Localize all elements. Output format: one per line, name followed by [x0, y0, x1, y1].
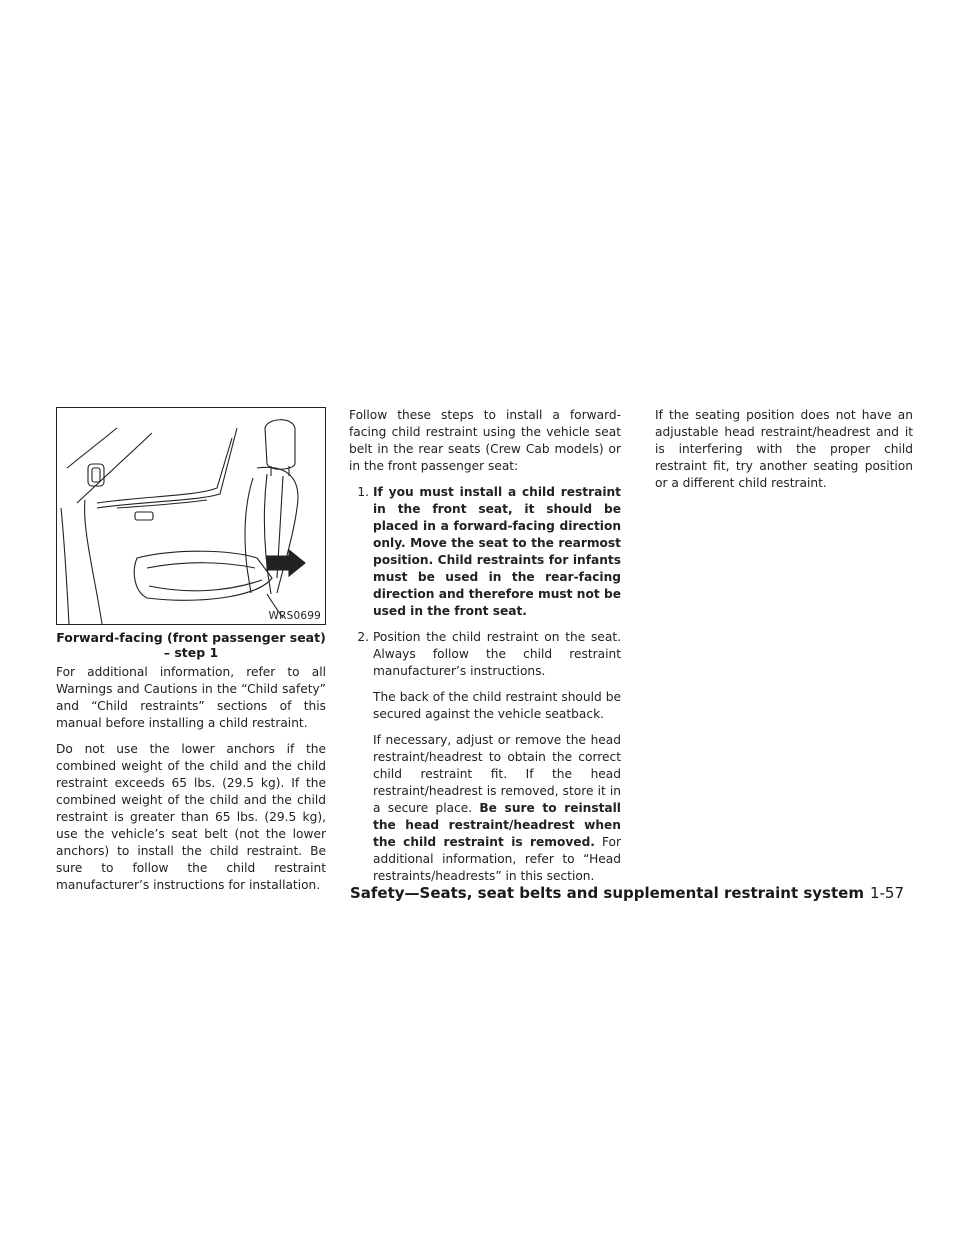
step-1 [349, 484, 621, 620]
warning-text: Be sure to reinstall the head restraint/headrest when the child restraint is removed. [373, 801, 621, 849]
step-number: 1. [357, 485, 369, 499]
paragraph: If the seating position does not have an adjustable head restraint/headrest and it is interfering with the proper child restraint fit, try another seating position or a different child restraint. [655, 408, 913, 490]
column-middle [349, 407, 621, 894]
seat-illustration [57, 408, 325, 624]
arrow-right-icon [267, 550, 305, 576]
paragraph [373, 732, 621, 885]
paragraph: The back of the child restraint should be secured against the vehicle seatback. [373, 690, 621, 721]
column-left [56, 664, 326, 903]
page-number: 1-57 [869, 884, 904, 902]
intro-paragraph: Follow these steps to install a forward-facing child restraint using the vehicle seat belt in the rear seats (Crew Cab models) or in the front passenger seat: [349, 408, 621, 473]
paragraph: For additional information, refer to all Warnings and Cautions in the “Child safety” and “Child restraints” sections of this manual before installing a child restraint. [56, 665, 326, 730]
figure-code: WRS0699 [268, 610, 321, 622]
column-right [643, 407, 913, 501]
step-text: If you must install a child restraint in the front seat, it should be placed in a forward-facing direction only. Move the seat to the rearmost position. Child restraints for infants must be used in the rear-facing direction and therefore must not be used in the front seat. [373, 485, 621, 618]
page-footer [350, 884, 904, 902]
text-run: If necessary, adjust or remove the head restraint/headrest to obtain the correct child restraint fit. If the head restraint/headrest is removed, store it in a secure place. [373, 733, 621, 815]
text-run: For additional information, refer to “Head restraints/headrests” in this section. [373, 835, 622, 883]
paragraph: Do not use the lower anchors if the combined weight of the child and the child restraint exceeds 65 lbs. (29.5 kg). If the combined weight of the child and the child restraint is greater than 65 lbs. (29.5 kg), use the vehicle’s seat belt (not the lower anchors) to install the child restraint. Be sure to follow the child restraint manufacturer’s instructions for installation. [56, 742, 326, 892]
step-number: 2. [357, 630, 369, 644]
figure-caption: Forward-facing (front passenger seat) – step 1 [56, 630, 326, 660]
step-text: Position the child restraint on the seat. Always follow the child restraint manufacturer’s instructions. [373, 630, 621, 678]
section-title: Safety—Seats, seat belts and supplemental restraint system [349, 884, 864, 902]
seat-figure [56, 407, 326, 625]
step-2 [349, 629, 621, 680]
